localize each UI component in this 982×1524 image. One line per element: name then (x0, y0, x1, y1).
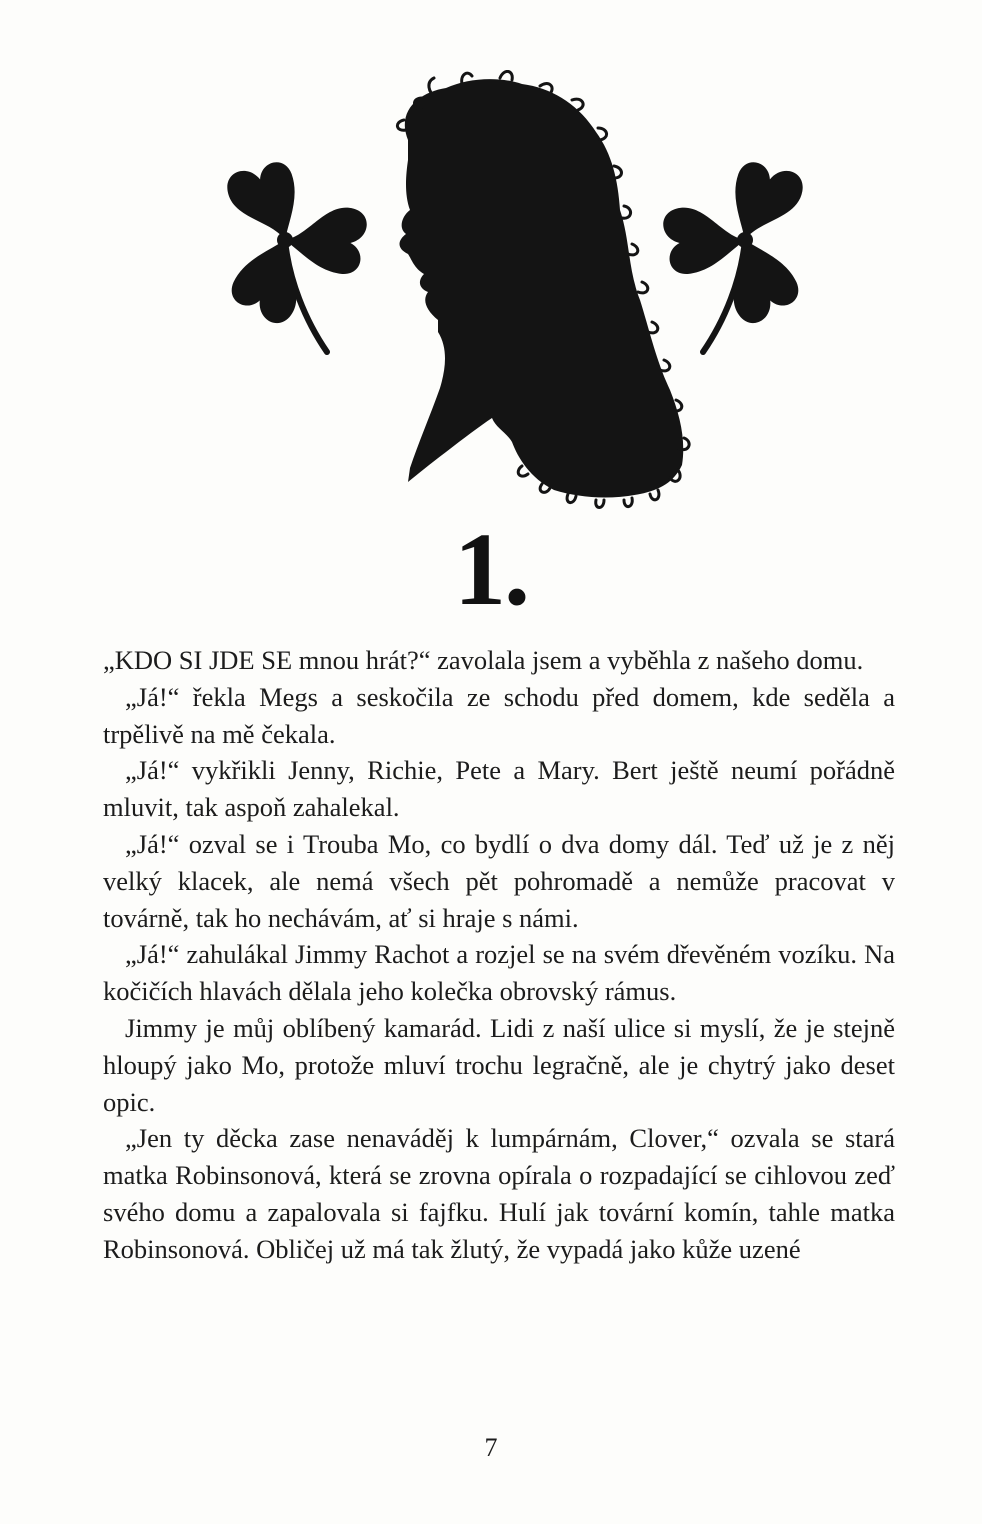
chapter-text (103, 642, 895, 1268)
paragraph: „Já!“ zahulákal Jimmy Rachot a rozjel se na svém dřevěném vozíku. Na kočičích hlavách dělala jeho kolečka obrovský rámus. (103, 939, 895, 1007)
chapter-number: 1. (454, 512, 528, 627)
paragraph: „Já!“ vykřikli Jenny, Richie, Pete a Mary. Bert ještě neumí pořádně mluvit, tak aspoň zahalekal. (103, 755, 895, 823)
left-clover-icon (224, 160, 373, 352)
girl-silhouette-with-clovers-icon (200, 70, 820, 520)
paragraph: „Jen ty děcka zase nenaváděj k lumpárnám, Clover,“ ozvala se stará matka Robinsonová, která se zrovna opírala o rozpadající se cihlovou zeď svého domu a zapalovala si fajfku. Hulí jak tovární komín, tahle matka Robinsonová. Obličej už má tak žlutý, že vypadá jako kůže uzené (103, 1123, 895, 1264)
paragraph: „KDO SI JDE SE mnou hrát?“ zavolala jsem a vyběhla z našeho domu. (103, 645, 864, 675)
paragraph: Jimmy je můj oblíbený kamarád. Lidi z naší ulice si myslí, že je stejně hloupý jako Mo, protože mluví trochu legračně, ale je chytrý jako deset opic. (103, 1012, 895, 1117)
paragraph: „Já!“ ozval se i Trouba Mo, co bydlí o dva domy dál. Teď už je z něj velký klacek, ale nemá všech pět pohromadě a nemůže pracovat v továrně, tak ho nechávám, ať si hraje s námi. (103, 828, 895, 933)
girl-silhouette-icon (397, 71, 689, 507)
page-number: 7 (484, 1433, 498, 1462)
paragraph: „Já!“ řekla Megs a seskočila ze schodu před domem, kde seděla a trpělivě na mě čekala. (103, 681, 895, 749)
right-clover-icon (657, 160, 806, 352)
chapter-illustration (200, 70, 820, 520)
